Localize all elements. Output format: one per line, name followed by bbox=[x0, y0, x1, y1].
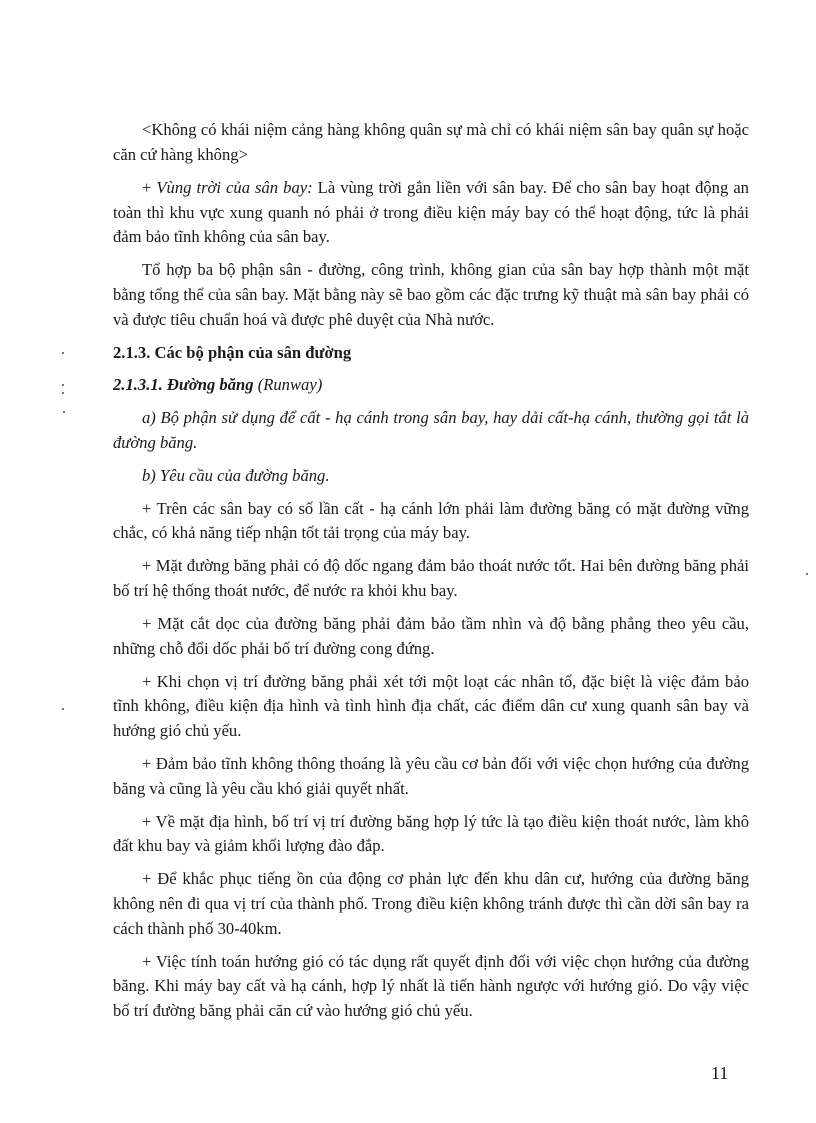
requirement-paragraph: + Về mặt địa hình, bố trí vị trí đường băng hợp lý tức là tạo điều kiện thoát nước, làm khô đất khu bay và giảm khối lượng đào đắp. bbox=[113, 811, 749, 856]
requirement-paragraph: + Trên các sân bay có số lần cất - hạ cánh lớn phải làm đường băng có mặt đường vững chắc, có khả năng tiếp nhận tốt tải trọng của máy bay. bbox=[113, 498, 749, 543]
scan-speck bbox=[62, 708, 64, 710]
airspace-text: Là vùng trời gắn liền với sân bay. Để cho sân bay hoạt động an toàn thì khu vực xung quanh nó phải ở trong điều kiện máy bay có thể hoạt động, tức là phải đảm bảo tĩnh không của sân bay. bbox=[113, 178, 749, 247]
scan-speck bbox=[62, 352, 64, 354]
requirement-paragraph: + Để khắc phục tiếng ồn của động cơ phản lực đến khu dân cư, hướng của đường băng không nên đi qua vị trí của thành phố. Trong điều kiện không tránh được thì cần dời sân bay ra cách thành phố 30-40km. bbox=[113, 869, 749, 938]
scan-speck bbox=[806, 573, 808, 575]
scan-speck bbox=[62, 384, 64, 386]
requirement-paragraph: + Việc tính toán hướng gió có tác dụng rất quyết định đối với việc chọn hướng của đường băng. Khi máy bay cất và hạ cánh, hợp lý nhất là tiến hành ngược với hướng gió. Do vậy việc bố trí đường băng phải căn cứ vào hướng gió chủ yếu. bbox=[113, 951, 749, 1020]
requirement-paragraph: + Mặt cắt dọc của đường băng phải đảm bảo tầm nhìn và độ bằng phẳng theo yêu cầu, những chỗ đổi dốc phải bố trí đường cong đứng. bbox=[113, 614, 749, 658]
subsection-heading-sub: (Runway) bbox=[253, 375, 323, 395]
subsection-heading bbox=[113, 373, 749, 398]
scan-speck bbox=[62, 392, 64, 394]
subsection-heading-main: 2.1.3.1. Đường băng bbox=[113, 375, 254, 395]
requirement-paragraph: + Đảm bảo tĩnh không thông thoáng là yêu cầu cơ bản đối với việc chọn hướng của đường băng và cũng là yêu cầu khó giải quyết nhất. bbox=[113, 754, 749, 798]
requirement-paragraph: + Mặt đường băng phải có độ dốc ngang đảm bảo thoát nước tốt. Hai bên đường băng phải bố trí hệ thống thoát nước, để nước ra khỏi khu bay. bbox=[113, 556, 749, 600]
requirement-paragraph: + Khi chọn vị trí đường băng phải xét tới một loạt các nhân tố, đặc biệt là việc đảm bảo tĩnh không, điều kiện địa hình và tình hình địa chất, các điểm dân cư xung quanh sân bay và hướng gió chủ yếu. bbox=[113, 671, 749, 740]
airspace-prefix: + bbox=[142, 178, 157, 198]
intro-paragraph: <Không có khái niệm cảng hàng không quân sự mà chỉ có khái niệm sân bay quân sự hoặc căn cứ hàng không> bbox=[113, 120, 749, 164]
airspace-term: Vùng trời của sân bay: bbox=[156, 178, 313, 198]
section-heading: 2.1.3. Các bộ phận của sân đường bbox=[113, 342, 352, 362]
page-number: 11 bbox=[711, 1063, 729, 1083]
page-body bbox=[113, 118, 749, 1032]
airspace-paragraph bbox=[113, 176, 749, 250]
item-b-paragraph: b) Yêu cầu của đường băng. bbox=[142, 465, 330, 485]
item-a-paragraph: a) Bộ phận sử dụng để cất - hạ cánh trong sân bay, hay dải cất-hạ cánh, thường gọi tắt là đường băng. bbox=[113, 407, 749, 452]
scan-speck bbox=[63, 411, 65, 413]
combination-paragraph: Tổ hợp ba bộ phận sân - đường, công trình, không gian của sân bay hợp thành một mặt bằng tổng thể của sân bay. Mặt bằng này sẽ bao gồm các đặc trưng kỹ thuật mà sân bay phải có và được tiêu chuẩn hoá và được phê duyệt của Nhà nước. bbox=[113, 260, 749, 329]
